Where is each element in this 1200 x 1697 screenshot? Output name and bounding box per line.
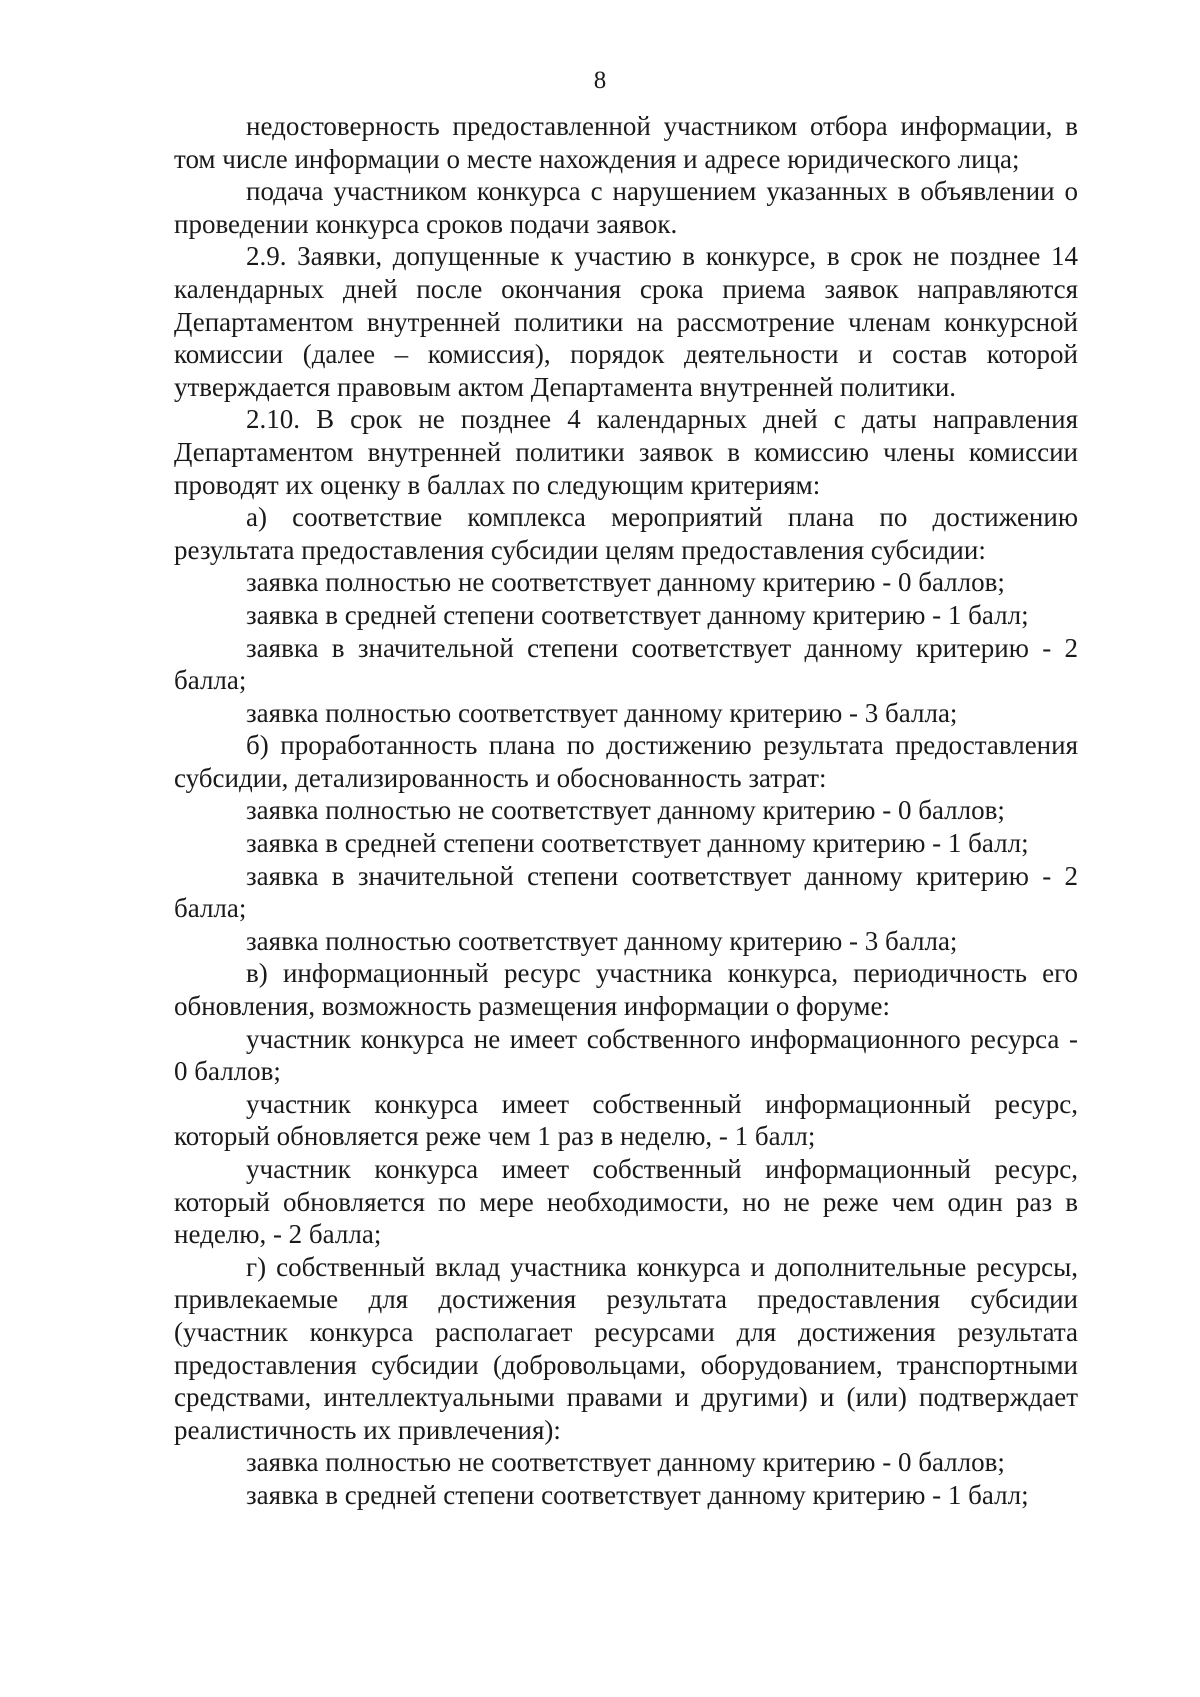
paragraph-resource-score-0: участник конкурса не имеет собственного информационного ресурса - 0 баллов; — [174, 1023, 1078, 1087]
paragraph-criterion-a: а) соответствие комплекса мероприятий плана по достижению результата предоставления субсидии целям предоставления субсидии: — [174, 502, 1078, 565]
paragraph-score-0: заявка полностью не соответствует данному критерию - 0 баллов; — [246, 567, 1005, 598]
paragraph-late-submission: подача участником конкурса с нарушением указанных в объявлении о проведении конкурса сроков подачи заявок. — [174, 176, 1078, 239]
paragraph-score-0: заявка полностью не соответствует данному критерию - 0 баллов; — [246, 795, 1005, 826]
paragraph-score-0: заявка полностью не соответствует данному критерию - 0 баллов; — [246, 1447, 1005, 1478]
paragraph-unreliable-info: недостоверность предоставленной участником отбора информации, в том числе информации о месте нахождения и адресе юридического лица; — [174, 111, 1078, 174]
paragraph-clause-2-10: 2.10. В срок не позднее 4 календарных дней с даты направления Департаментом внутренней политики заявок в комиссию члены комиссии проводят их оценку в баллах по следующим критериям: — [174, 404, 1078, 500]
paragraph-clause-2-9: 2.9. Заявки, допущенные к участию в конкурсе, в срок не позднее 14 календарных дней после окончания срока приема заявок направляются Департаментом внутренней политики на рассмотрение членам конкурсной комиссии (далее – комиссия), порядок деятельности и состав которой утверждается правовым актом Департамента внутренней политики. — [174, 241, 1078, 402]
paragraph-score-1: заявка в средней степени соответствует данному критерию - 1 балл; — [246, 599, 1029, 630]
paragraph-resource-score-1: участник конкурса имеет собственный информационный ресурс, который обновляется реже чем 1 раз в неделю, - 1 балл; — [174, 1088, 1078, 1152]
paragraph-criterion-g: г) собственный вклад участника конкурса и дополнительные ресурсы, привлекаемые для достижения результата предоставления субсидии (участник конкурса располагает ресурсами для достижения результата предоставления субсидии (добровольцами, оборудованием, транспортными средствами, интеллектуальными правами и другими) и (или) подтверждает реалистичность их привлечения): — [174, 1251, 1078, 1445]
document-body — [174, 110, 1078, 1512]
paragraph-criterion-b: б) проработанность плана по достижению результата предоставления субсидии, детализированность и обоснованность затрат: — [174, 730, 1078, 793]
paragraph-score-3: заявка полностью соответствует данному критерию - 3 балла; — [246, 697, 958, 728]
paragraph-score-2: заявка в значительной степени соответствует данному критерию - 2 балла; — [174, 632, 1078, 696]
paragraph-score-1: заявка в средней степени соответствует данному критерию - 1 балл; — [246, 828, 1029, 859]
paragraph-score-3: заявка полностью соответствует данному критерию - 3 балла; — [246, 925, 958, 956]
paragraph-score-2: заявка в значительной степени соответствует данному критерию - 2 балла; — [174, 860, 1078, 924]
paragraph-resource-score-2: участник конкурса имеет собственный информационный ресурс, который обновляется по мере необходимости, но не реже чем один раз в неделю, - 2 балла; — [174, 1154, 1078, 1250]
page-number: 8 — [593, 67, 607, 94]
paragraph-score-1: заявка в средней степени соответствует данному критерию - 1 балл; — [246, 1479, 1029, 1510]
paragraph-criterion-v: в) информационный ресурс участника конкурса, периодичность его обновления, возможность размещения информации о форуме: — [174, 958, 1078, 1022]
